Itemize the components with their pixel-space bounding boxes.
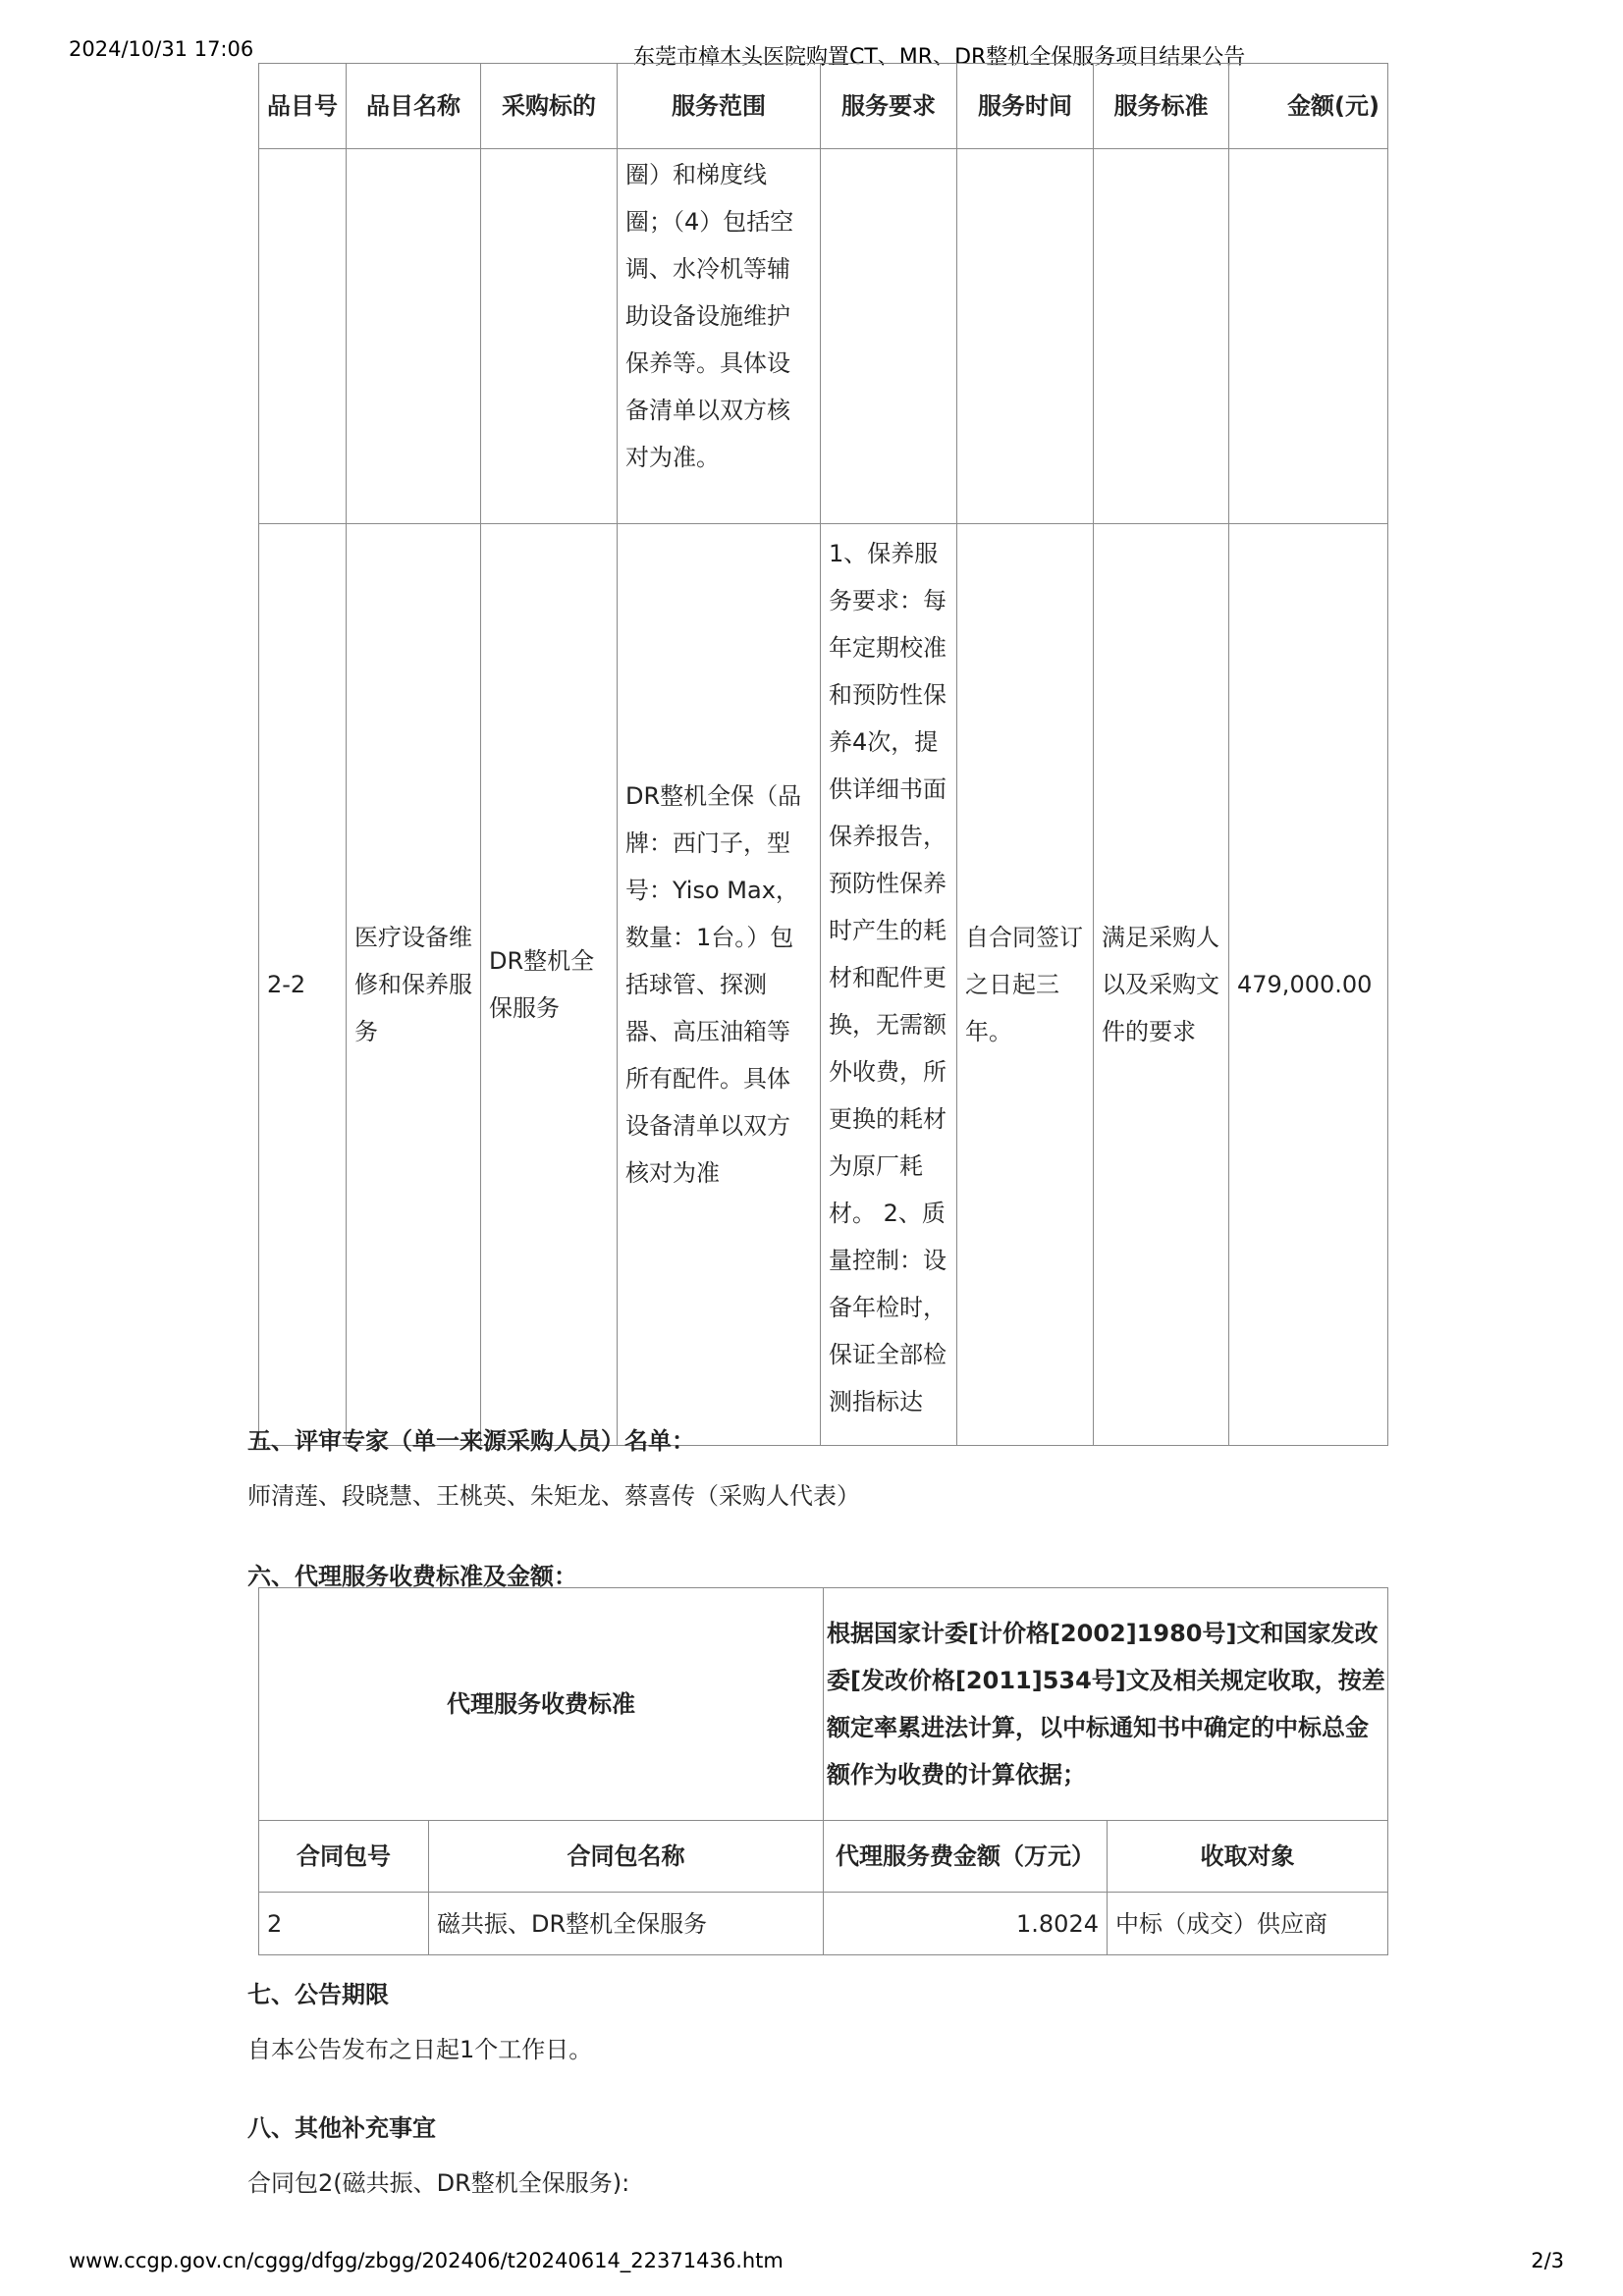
- print-footer-url: www.ccgp.gov.cn/cggg/dfgg/zbgg/202406/t20240614_22371436.htm: [69, 2249, 784, 2272]
- cell-scope: DR整机全保（品牌：西门子，型号：Yiso Max，数量：1台。）包括球管、探测器、高压油箱等所有配件。具体设备清单以双方核对为准: [618, 524, 821, 1446]
- section6-heading: 六、代理服务收费标准及金额：: [247, 1563, 577, 1590]
- table-row: [259, 524, 1388, 1446]
- cell-empty: [821, 149, 957, 524]
- print-footer-page: 2/3: [1531, 2249, 1564, 2272]
- header-item-no: 品目号: [259, 64, 347, 149]
- cell-fee: 1.8024: [824, 1893, 1108, 1955]
- fee-standard-value: 根据国家计委[计价格[2002]1980号]文和国家发改委[发改价格[2011]534号]文及相关规定收取，按差额定率累进法计算，以中标通知书中确定的中标总金额作为收费的计算依据；: [824, 1588, 1388, 1821]
- header-item-name: 品目名称: [347, 64, 481, 149]
- header-requirement: 服务要求: [821, 64, 957, 149]
- table-row: [259, 1893, 1388, 1955]
- header-payer: 收取对象: [1108, 1821, 1388, 1893]
- fee-standard-row: [259, 1588, 1388, 1821]
- header-amount: 金额(元): [1229, 64, 1388, 149]
- header-scope: 服务范围: [618, 64, 821, 149]
- fee-table: [258, 1587, 1388, 1955]
- cell-pkg-name: 磁共振、DR整机全保服务: [429, 1893, 824, 1955]
- cell-amount: 479,000.00: [1229, 524, 1388, 1446]
- header-target: 采购标的: [481, 64, 618, 149]
- cell-empty: [957, 149, 1094, 524]
- section5-heading: 五、评审专家（单一来源采购人员）名单：: [247, 1427, 695, 1455]
- header-standard: 服务标准: [1094, 64, 1229, 149]
- cell-empty: [259, 149, 347, 524]
- cell-requirement: 1、保养服务要求：每年定期校准和预防性保养4次，提供详细书面保养报告，预防性保养时产生的耗材和配件更换，无需额外收费，所更换的耗材为原厂耗材。 2、质量控制：设备年检时，保证全部检测指标达: [821, 524, 957, 1446]
- section8-heading: 八、其他补充事宜: [247, 2114, 436, 2142]
- cell-item-no: 2-2: [259, 524, 347, 1446]
- print-header-date: 2024/10/31 17:06: [69, 37, 254, 61]
- cell-scope-continued: 圈）和梯度线圈；（4）包括空调、水冷机等辅助设备设施维护保养等。具体设备清单以双方核对为准。: [618, 149, 821, 524]
- section7-body: 自本公告发布之日起1个工作日。: [247, 2036, 593, 2063]
- cell-pkg-no: 2: [259, 1893, 429, 1955]
- cell-target: DR整机全保服务: [481, 524, 618, 1446]
- cell-empty: [481, 149, 618, 524]
- section7-heading: 七、公告期限: [247, 1981, 389, 2008]
- section5-body: 师清莲、段晓慧、王桃英、朱矩龙、蔡喜传（采购人代表）: [247, 1482, 860, 1510]
- header-pkg-no: 合同包号: [259, 1821, 429, 1893]
- fee-header-row: [259, 1821, 1388, 1893]
- table-row-continued: [259, 149, 1388, 524]
- cell-empty: [1229, 149, 1388, 524]
- cell-standard: 满足采购人以及采购文件的要求: [1094, 524, 1229, 1446]
- header-pkg-name: 合同包名称: [429, 1821, 824, 1893]
- header-fee: 代理服务费金额（万元）: [824, 1821, 1108, 1893]
- fee-standard-label: 代理服务收费标准: [259, 1588, 824, 1821]
- items-table-header-row: [259, 64, 1388, 149]
- cell-item-name: 医疗设备维修和保养服务: [347, 524, 481, 1446]
- cell-payer: 中标（成交）供应商: [1108, 1893, 1388, 1955]
- items-table: [258, 63, 1388, 1446]
- print-header-title: 东莞市樟木头医院购置CT、MR、DR整机全保服务项目结果公告: [633, 45, 1246, 70]
- cell-empty: [1094, 149, 1229, 524]
- cell-empty: [347, 149, 481, 524]
- cell-time: 自合同签订之日起三年。: [957, 524, 1094, 1446]
- section8-body: 合同包2(磁共振、DR整机全保服务):: [247, 2169, 630, 2197]
- header-time: 服务时间: [957, 64, 1094, 149]
